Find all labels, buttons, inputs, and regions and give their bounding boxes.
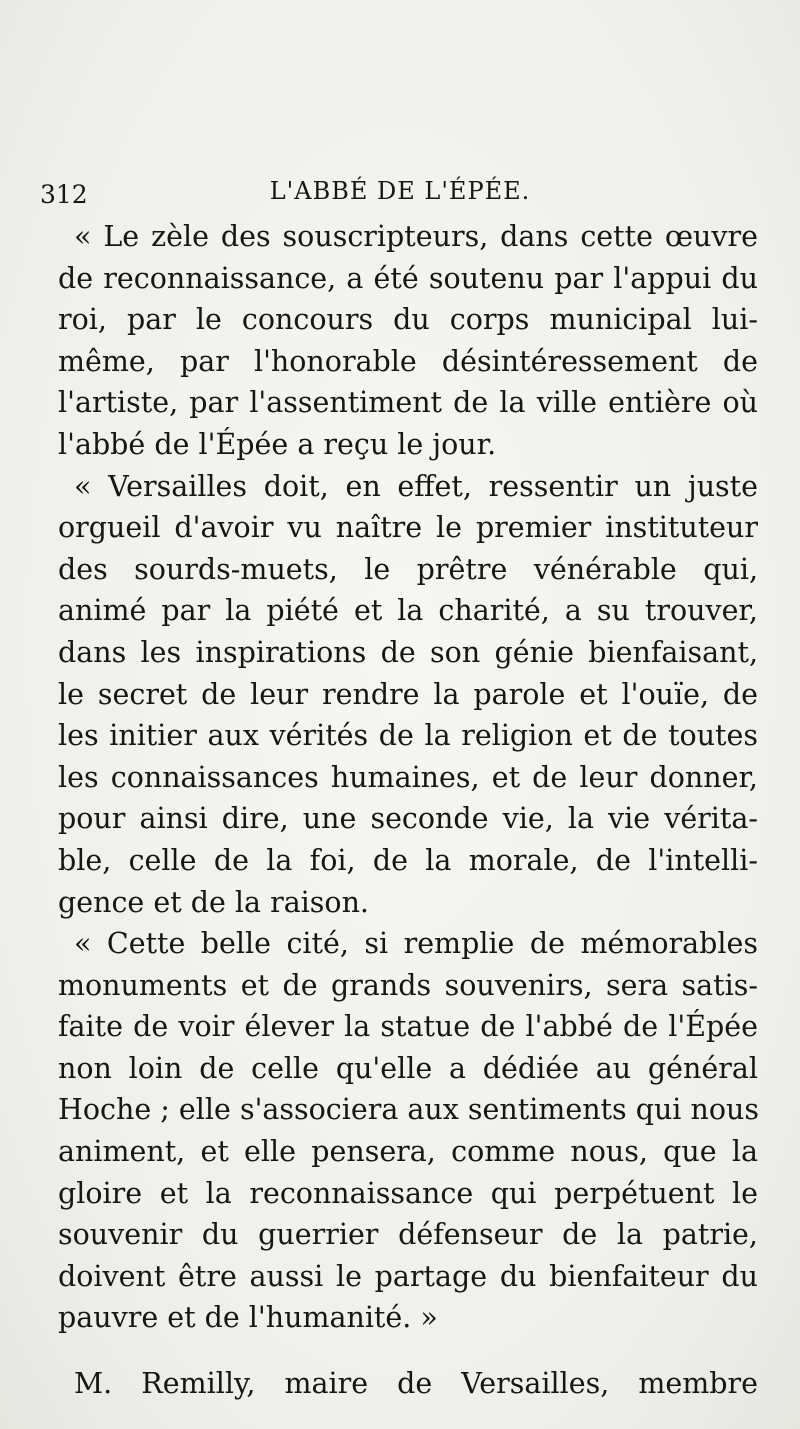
text-line: dans les inspirations de son génie bienfaisant, (58, 635, 758, 669)
text-line: doivent être aussi le partage du bienfaiteur du (58, 1259, 758, 1293)
text-line: « Versailles doit, en effet, ressentir un juste (74, 469, 758, 503)
text-line: M. Remilly, maire de Versailles, membre (74, 1367, 758, 1401)
paragraph-4 (58, 1363, 758, 1405)
text-line: animé par la piété et la charité, a su trouver, (58, 594, 758, 628)
text-line: de reconnaissance, a été soutenu par l'appui du (58, 261, 758, 295)
paragraph-1 (58, 216, 758, 466)
page-number: 312 (40, 180, 88, 209)
page-header (40, 172, 760, 212)
text-line: Hoche ; elle s'associera aux sentiments qui nous (58, 1093, 759, 1127)
paragraph-3 (58, 923, 758, 1339)
text-line: orgueil d'avoir vu naître le premier instituteur (58, 511, 758, 545)
text-line: pauvre et de l'humanité. » (58, 1301, 438, 1335)
text-line: « Le zèle des souscripteurs, dans cette œuvre (74, 220, 758, 253)
text-line: « Cette belle cité, si remplie de mémorables (74, 927, 758, 961)
text-line: pour ainsi dire, une seconde vie, la vie vérita- (58, 802, 758, 836)
running-title: L'ABBÉ DE L'ÉPÉE. (269, 177, 531, 205)
text-line: souvenir du guerrier défenseur de la patrie, (58, 1218, 758, 1252)
text-line: non loin de celle qu'elle a dédiée au général (58, 1051, 758, 1085)
text-line: gloire et la reconnaissance qui perpétuent le (58, 1176, 758, 1210)
text-line: monuments et de grands souvenirs, sera satis- (58, 968, 758, 1002)
paragraph-2 (58, 466, 758, 924)
text-line: ble, celle de la foi, de la morale, de l'intelli- (58, 843, 758, 877)
text-line: les connaissances humaines, et de leur donner, (58, 760, 758, 794)
text-line: l'artiste, par l'assentiment de la ville entière où (58, 386, 758, 420)
text-line: animent, et elle pensera, comme nous, que la (58, 1135, 758, 1169)
body-text (58, 216, 758, 1405)
text-line: l'abbé de l'Épée a reçu le jour. (58, 427, 497, 461)
text-line: les initier aux vérités de la religion et de toutes (58, 719, 758, 753)
text-line: le secret de leur rendre la parole et l'ouïe, de (58, 677, 758, 711)
text-line: faite de voir élever la statue de l'abbé de l'Épée (58, 1010, 758, 1044)
text-line: des sourds-muets, le prêtre vénérable qui, (58, 552, 758, 586)
text-line: gence et de la raison. (58, 885, 369, 919)
text-line: roi, par le concours du corps municipal lui- (58, 303, 758, 337)
text-line: même, par l'honorable désintéressement de (58, 344, 758, 378)
